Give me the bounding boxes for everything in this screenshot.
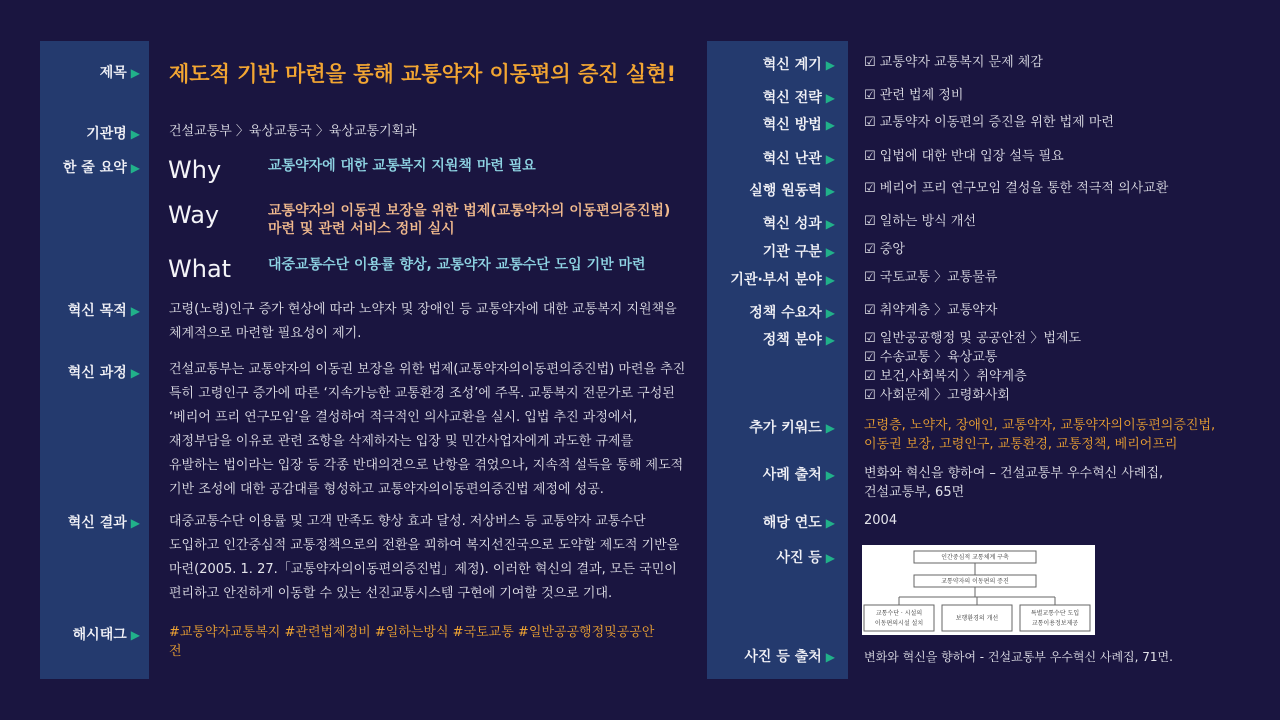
photo-box-text: 이동편의시설 설치: [874, 620, 924, 627]
policy-line: ☑ 일반공공행정 및 공공안전 〉법제도: [864, 331, 1081, 346]
arrow-icon: ▶: [130, 161, 140, 175]
photo-source-text: 변화와 혁신을 향하여 - 건설교통부 우수혁신 사례집, 71면.: [864, 650, 1173, 664]
year-text: 2004: [864, 513, 898, 528]
field-label: 기관·부서 분야 ▶: [730, 272, 835, 288]
org-type-label: 기관 구분 ▶: [762, 244, 835, 260]
policy-text: [864, 329, 1264, 405]
arrow-icon: ▶: [825, 58, 835, 72]
text-line: 체계적으로 마련할 필요성이 제기.: [169, 326, 362, 341]
hashtag-line: 전: [169, 644, 182, 659]
text-line: 재정부담을 이유로 관련 조항을 삭제하자는 입장 및 민간사업자에게 과도한 규제를: [169, 434, 634, 449]
photo-diagram: [862, 545, 1095, 635]
arrow-icon: ▶: [825, 421, 835, 435]
outcome-text: ☑ 일하는 방식 개선: [864, 214, 976, 229]
driver-label: 실행 원동력 ▶: [749, 183, 835, 199]
arrow-icon: ▶: [825, 273, 835, 287]
arrow-icon: ▶: [825, 91, 835, 105]
arrow-icon: ▶: [825, 217, 835, 231]
photo-source-label: 사진 등 출처 ▶: [744, 649, 835, 665]
arrow-icon: ▶: [130, 628, 140, 642]
text-line: 기반 조성에 대한 공감대를 형성하고 교통약자의이동편의증진법 제정에 성공.: [169, 482, 604, 497]
arrow-icon: ▶: [825, 184, 835, 198]
source-line: 변화와 혁신을 향하여 – 건설교통부 우수혁신 사례집,: [864, 466, 1164, 481]
arrow-icon: ▶: [825, 650, 835, 664]
arrow-icon: ▶: [825, 551, 835, 565]
right-label-column: [707, 41, 848, 679]
hashtag-label: 해시태그 ▶: [72, 627, 140, 643]
field-text: ☑ 국토교통 〉교통물류: [864, 270, 998, 285]
photo-box-text: 교통수단 · 시설의: [875, 610, 923, 617]
strategy-label: 혁신 전략 ▶: [762, 90, 835, 106]
arrow-icon: ▶: [825, 118, 835, 132]
arrow-icon: ▶: [825, 333, 835, 347]
method-label: 혁신 방법 ▶: [762, 117, 835, 133]
text-line: ‘베리어 프리 연구모임’을 결성하여 적극적인 의사교환을 실시. 입법 추진 과정에서,: [169, 410, 638, 425]
arrow-icon: ▶: [130, 516, 140, 530]
text-line: 유발하는 법이라는 입장 등 각종 반대의견으로 난항을 겪었으나, 지속적 설득을 통해 제도적: [169, 458, 684, 473]
method-text: ☑ 교통약자 이동편의 증진을 위한 법제 마련: [864, 115, 1114, 130]
hashtag-text: [169, 623, 699, 661]
keyword-line: 이동권 보장, 고령인구, 교통환경, 교통정책, 베리어프리: [864, 437, 1178, 452]
source-text: [864, 464, 1264, 502]
way-text-line: 교통약자의 이동권 보장을 위한 법제(교통약자의 이동편의증진법): [268, 203, 671, 219]
motive-text: ☑ 교통약자 교통복지 문제 체감: [864, 55, 1043, 70]
agency-label: 기관명 ▶: [86, 126, 140, 142]
photo-label: 사진 등 ▶: [776, 550, 835, 566]
policy-line: ☑ 사회문제 〉고령화사회: [864, 388, 1010, 403]
difficulty-label: 혁신 난관 ▶: [762, 151, 835, 167]
title-label: 제목 ▶: [99, 65, 140, 81]
photo-box-text: 교통이용정보제공: [1031, 620, 1079, 627]
text-line: 고령(노령)인구 증가 현상에 따라 노약자 및 장애인 등 교통약자에 대한 교통복지 지원책을: [169, 302, 677, 317]
photo-box-text: 보행환경의 개선: [955, 615, 999, 622]
arrow-icon: ▶: [130, 127, 140, 141]
process-label: 혁신 과정 ▶: [67, 365, 140, 381]
keyword-text: [864, 416, 1264, 454]
policy-label: 정책 분야 ▶: [762, 332, 835, 348]
strategy-text: ☑ 관련 법제 정비: [864, 88, 964, 103]
org-type-text: ☑ 중앙: [864, 242, 905, 257]
why-word: Why: [168, 156, 222, 184]
what-text: 대중교통수단 이용률 향상, 교통약자 교통수단 도입 기반 마련: [268, 257, 646, 273]
source-label: 사례 출처 ▶: [762, 467, 835, 483]
text-line: 도입하고 인간중심적 교통정책으로의 전환을 꾀하여 복지선진국으로 도약할 제도적 기반을: [169, 538, 680, 553]
text-line: 편리하고 안전하게 이동할 수 있는 선진교통시스템 구현에 기여할 것으로 기대.: [169, 586, 613, 601]
source-line: 건설교통부, 65면: [864, 485, 965, 500]
arrow-icon: ▶: [825, 306, 835, 320]
demander-label: 정책 수요자 ▶: [749, 305, 835, 321]
arrow-icon: ▶: [825, 516, 835, 530]
arrow-icon: ▶: [130, 366, 140, 380]
process-text: [169, 358, 699, 502]
demander-text: ☑ 취약계층 〉교통약자: [864, 303, 998, 318]
result-label: 혁신 결과 ▶: [67, 515, 140, 531]
arrow-icon: ▶: [825, 152, 835, 166]
photo-box-text: 인간중심적 교통체계 구축: [941, 554, 1009, 561]
purpose-label: 혁신 목적 ▶: [67, 303, 140, 319]
why-text: 교통약자에 대한 교통복지 지원책 마련 필요: [268, 158, 536, 174]
keyword-label: 추가 키워드 ▶: [749, 420, 835, 436]
text-line: 특히 고령인구 증가에 따른 ‘지속가능한 교통환경 조성’에 주목. 교통복지 전문가로 구성된: [169, 386, 675, 401]
arrow-icon: ▶: [825, 245, 835, 259]
outcome-label: 혁신 성과 ▶: [762, 216, 835, 232]
driver-text: ☑ 베리어 프리 연구모임 결성을 통한 적극적 의사교환: [864, 181, 1169, 196]
way-word: Way: [168, 201, 220, 229]
what-word: What: [168, 255, 232, 283]
purpose-text: [169, 298, 699, 346]
text-line: 대중교통수단 이용률 및 고객 만족도 향상 효과 달성. 저상버스 등 교통약자 교통수단: [169, 514, 646, 529]
page-title: 제도적 기반 마련을 통해 교통약자 이동편의 증진 실현!: [169, 62, 677, 86]
text-line: 마련(2005. 1. 27.「교통약자의이동편의증진법」제정). 이러한 혁신의 결과, 모든 국민이: [169, 562, 677, 577]
arrow-icon: ▶: [130, 66, 140, 80]
arrow-icon: ▶: [825, 468, 835, 482]
result-text: [169, 510, 699, 606]
difficulty-text: ☑ 입법에 대한 반대 입장 설득 필요: [864, 149, 1064, 164]
photo-box-text: 교통약자의 이동편의 증진: [941, 578, 1009, 585]
text-line: 건설교통부는 교통약자의 이동권 보장을 위한 법제(교통약자의이동편의증진법) 마련을 추진: [169, 362, 686, 377]
hashtag-line: #교통약자교통복지 #관련법제정비 #일하는방식 #국토교통 #일반공공행정및공공안: [169, 625, 655, 640]
summary-label: 한 줄 요약 ▶: [62, 160, 140, 176]
policy-line: ☑ 수송교통 〉육상교통: [864, 350, 998, 365]
agency-text: 건설교통부 〉육상교통국 〉육상교통기획과: [169, 124, 417, 139]
year-label: 해당 연도 ▶: [762, 515, 835, 531]
policy-line: ☑ 보건,사회복지 〉취약계층: [864, 369, 1027, 384]
keyword-line: 고령층, 노약자, 장애인, 교통약자, 교통약자의이동편의증진법,: [864, 418, 1216, 433]
arrow-icon: ▶: [130, 304, 140, 318]
photo-box-text: 특별교통수단 도입: [1030, 610, 1080, 617]
way-text-line: 마련 및 관련 서비스 정비 실시: [268, 221, 455, 237]
motive-label: 혁신 계기 ▶: [762, 57, 835, 73]
